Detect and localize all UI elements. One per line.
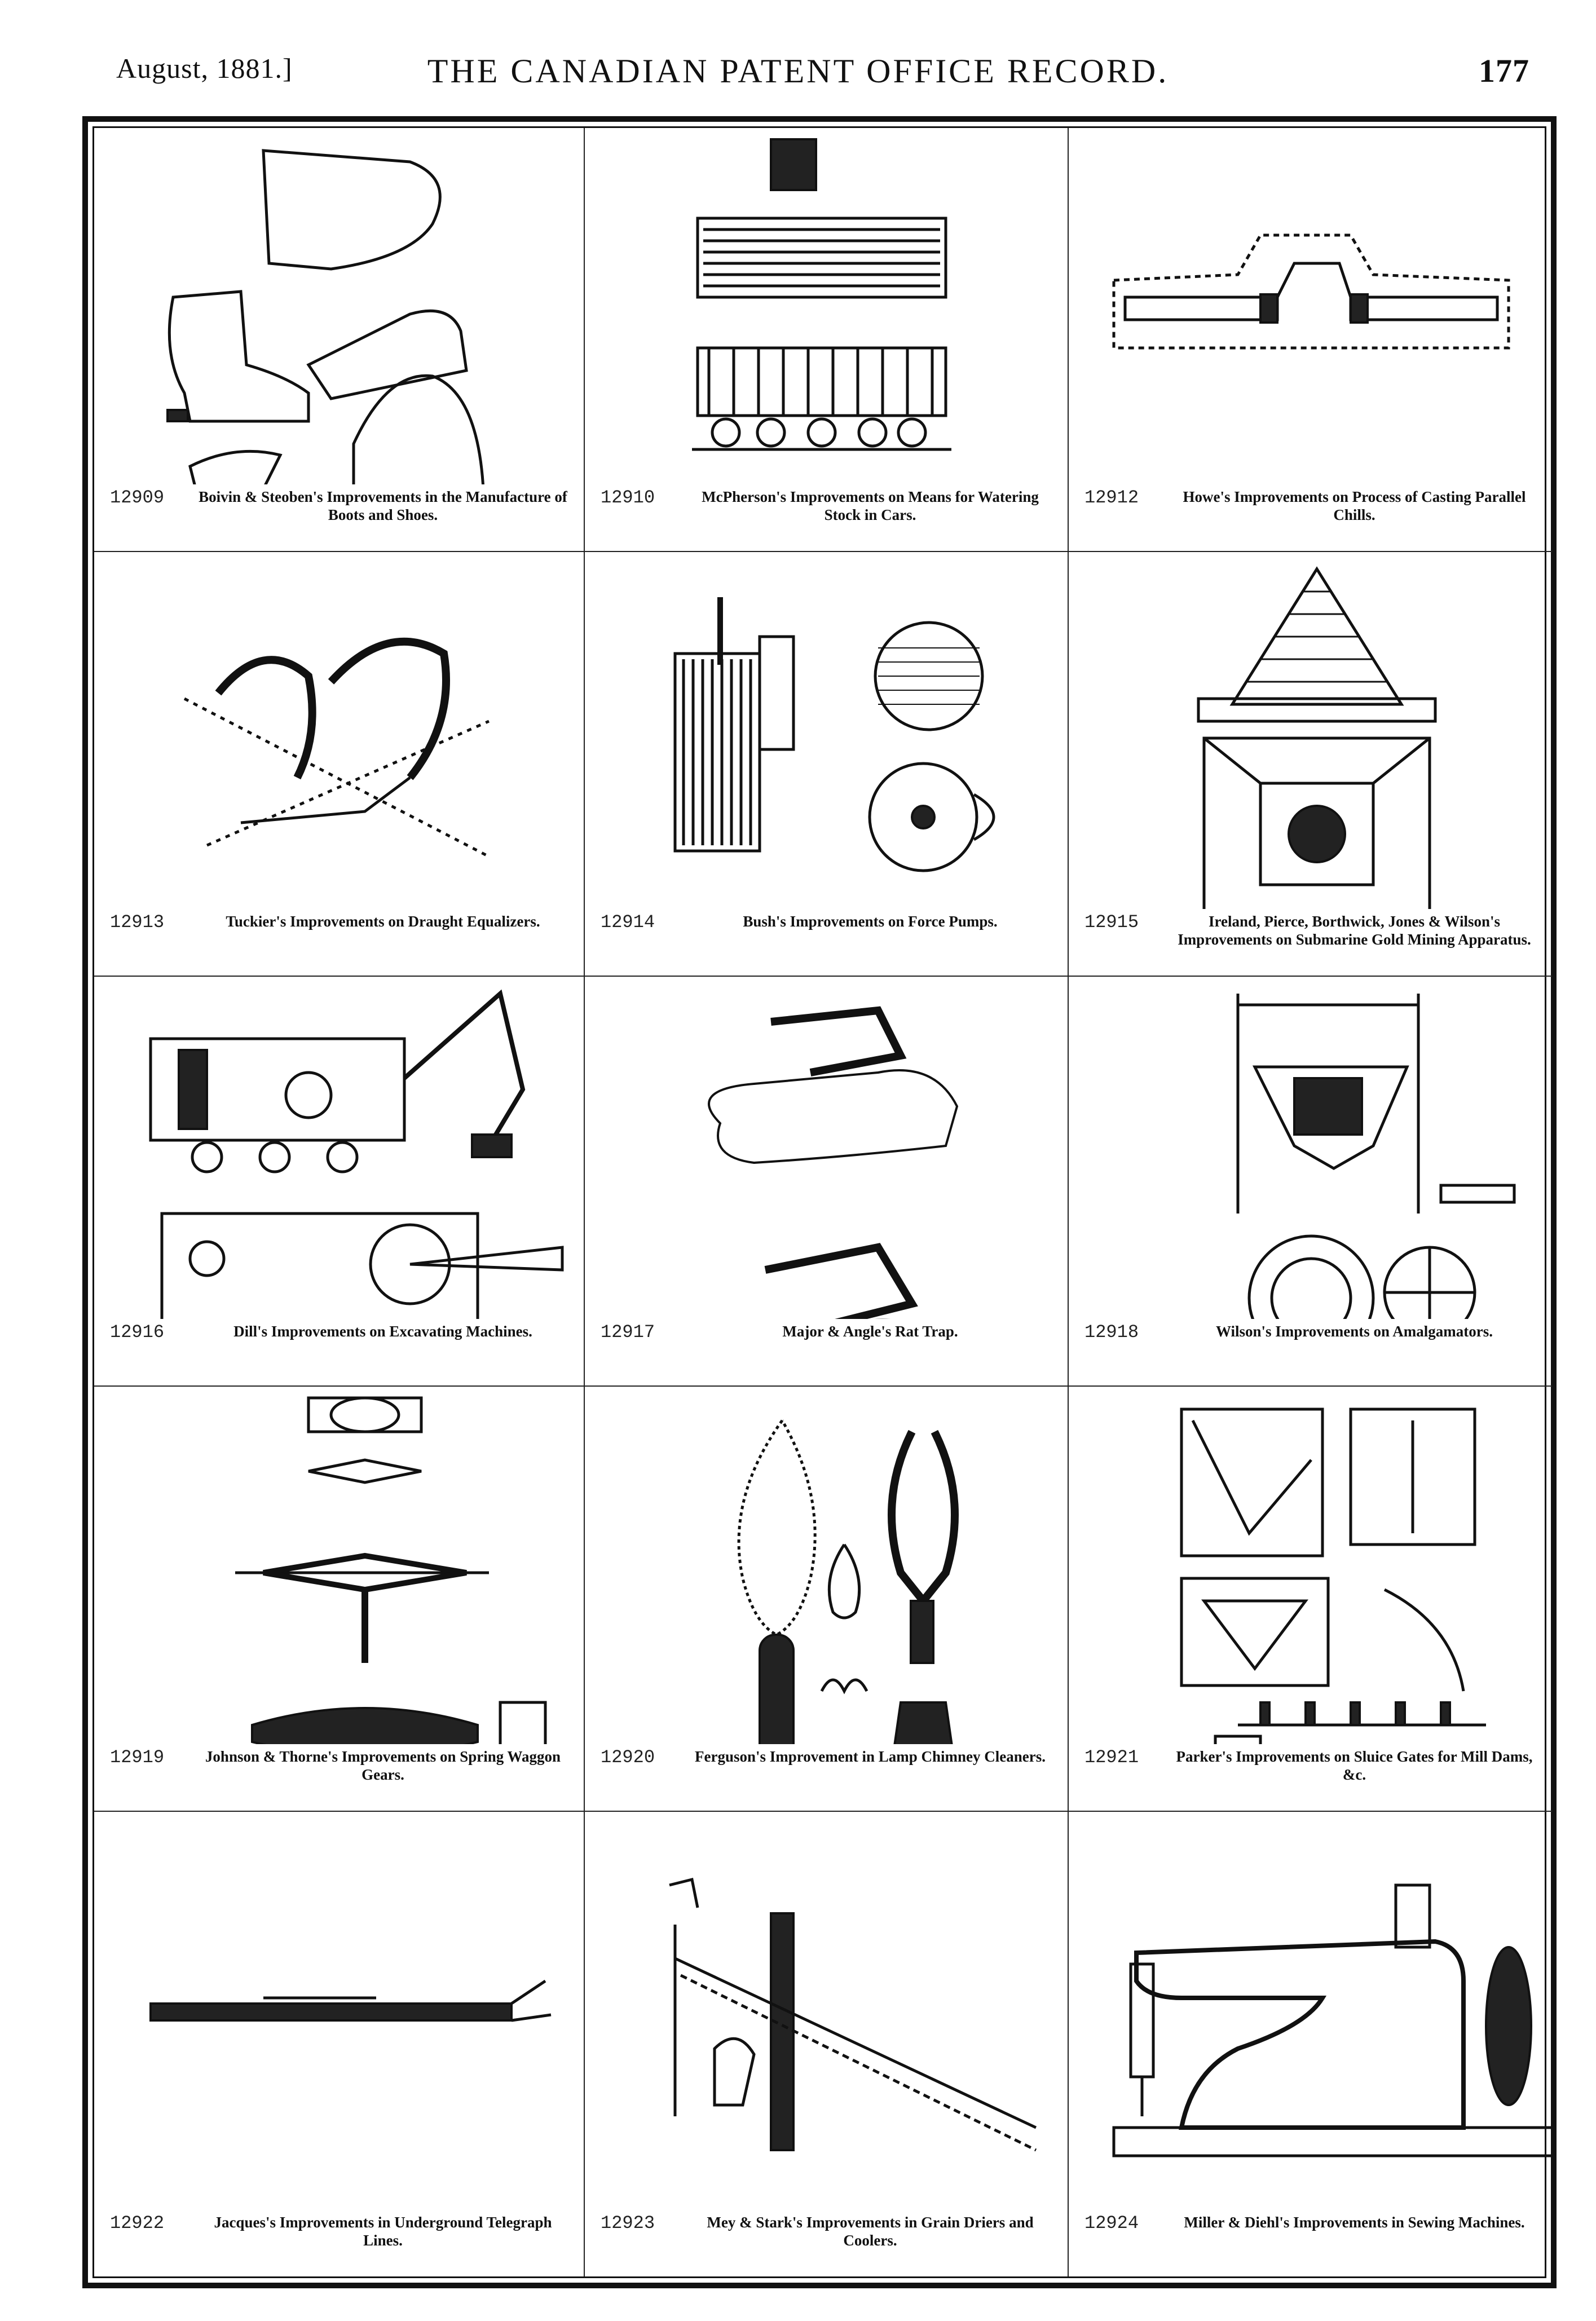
patent-number: 12922 [110,2213,165,2234]
patent-caption [601,1322,1055,1379]
patent-cell-12924 [1069,1812,1552,2276]
mining-apparatus-illustration [1069,552,1552,909]
patent-title: Jacques's Improvements in Underground Telegraph Lines. [214,2214,552,2249]
header-date: August, 1881.] [116,52,293,84]
patent-title: Bush's Improvements on Force Pumps. [743,913,998,930]
sewing-machine-illustration [1069,1812,1552,2209]
patent-caption [1084,1748,1540,1804]
patent-caption [110,912,571,969]
sluice-gate-illustration [1069,1387,1552,1744]
patent-caption [1084,912,1540,969]
patent-number: 12914 [601,912,655,933]
patent-caption [601,1748,1055,1804]
patent-title: Major & Angle's Rat Trap. [782,1323,958,1340]
patent-caption [1084,488,1540,544]
patent-cell-12916 [94,977,585,1387]
patent-caption [601,2213,1055,2270]
patent-caption [601,912,1055,969]
patent-cell-12917 [585,977,1069,1387]
chill-casting-illustration [1069,128,1552,484]
patent-number: 12917 [601,1322,655,1343]
patent-caption [110,1748,571,1804]
patent-caption [1084,1322,1540,1379]
patent-cell-12920 [585,1387,1069,1812]
chimney-cleaner-illustration [585,1387,1069,1744]
telegraph-line-illustration [94,1812,585,2209]
patent-cell-12910 [585,128,1069,552]
boots-illustration [94,128,585,484]
patent-grid [92,126,1546,2278]
patent-title: McPherson's Improvements on Means for Watering Stock in Cars. [702,488,1039,523]
patent-caption [110,2213,571,2270]
rat-trap-illustration [585,977,1069,1319]
patent-title: Ferguson's Improvement in Lamp Chimney Cleaners. [694,1748,1046,1765]
amalgamator-illustration [1069,977,1552,1319]
patent-cell-12913 [94,552,585,977]
patent-number: 12923 [601,2213,655,2234]
patent-number: 12920 [601,1747,655,1768]
patent-title: Wilson's Improvements on Amalgamators. [1215,1323,1493,1340]
patent-cell-12919 [94,1387,585,1812]
patent-cell-12918 [1069,977,1552,1387]
patent-cell-12921 [1069,1387,1552,1812]
patent-cell-12922 [94,1812,585,2276]
stock-car-illustration [585,128,1069,484]
patent-cell-12912 [1069,128,1552,552]
patent-title: Johnson & Thorne's Improvements on Spring Waggon Gears. [205,1748,561,1783]
page-number: 177 [1479,52,1529,89]
patent-cell-12909 [94,128,585,552]
patent-title: Parker's Improvements on Sluice Gates for Mill Dams, &c. [1176,1748,1533,1783]
patent-title: Miller & Diehl's Improvements in Sewing Machines. [1184,2214,1525,2231]
patent-title: Ireland, Pierce, Borthwick, Jones & Wilson's Improvements on Submarine Gold Mining Apparatus. [1178,913,1531,948]
grain-drier-illustration [585,1812,1069,2209]
excavator-illustration [94,977,585,1319]
patent-title: Boivin & Steoben's Improvements in the Manufacture of Boots and Shoes. [199,488,567,523]
harness-illustration [94,552,585,909]
patent-number: 12919 [110,1747,165,1768]
patent-cell-12923 [585,1812,1069,2276]
patent-number: 12918 [1084,1322,1139,1343]
patent-title: Tuckier's Improvements on Draught Equalizers. [226,913,540,930]
patent-number: 12924 [1084,2213,1139,2234]
page-title: THE CANADIAN PATENT OFFICE RECORD. [427,52,1169,90]
patent-number: 12910 [601,487,655,508]
patent-title: Mey & Stark's Improvements in Grain Driers and Coolers. [707,2214,1034,2249]
patent-caption [601,488,1055,544]
patent-number: 12912 [1084,487,1139,508]
patent-number: 12913 [110,912,165,933]
patent-number: 12915 [1084,912,1139,933]
patent-cell-12915 [1069,552,1552,977]
patent-caption [1084,2213,1540,2270]
patent-caption [110,488,571,544]
waggon-gear-illustration [94,1387,585,1744]
force-pump-illustration [585,552,1069,909]
patent-number: 12921 [1084,1747,1139,1768]
patent-caption [110,1322,571,1379]
patent-title: Dill's Improvements on Excavating Machines. [233,1323,532,1340]
patent-number: 12916 [110,1322,165,1343]
patent-grid-frame [82,116,1557,2288]
patent-number: 12909 [110,487,165,508]
patent-title: Howe's Improvements on Process of Casting Parallel Chills. [1183,488,1526,523]
patent-cell-12914 [585,552,1069,977]
